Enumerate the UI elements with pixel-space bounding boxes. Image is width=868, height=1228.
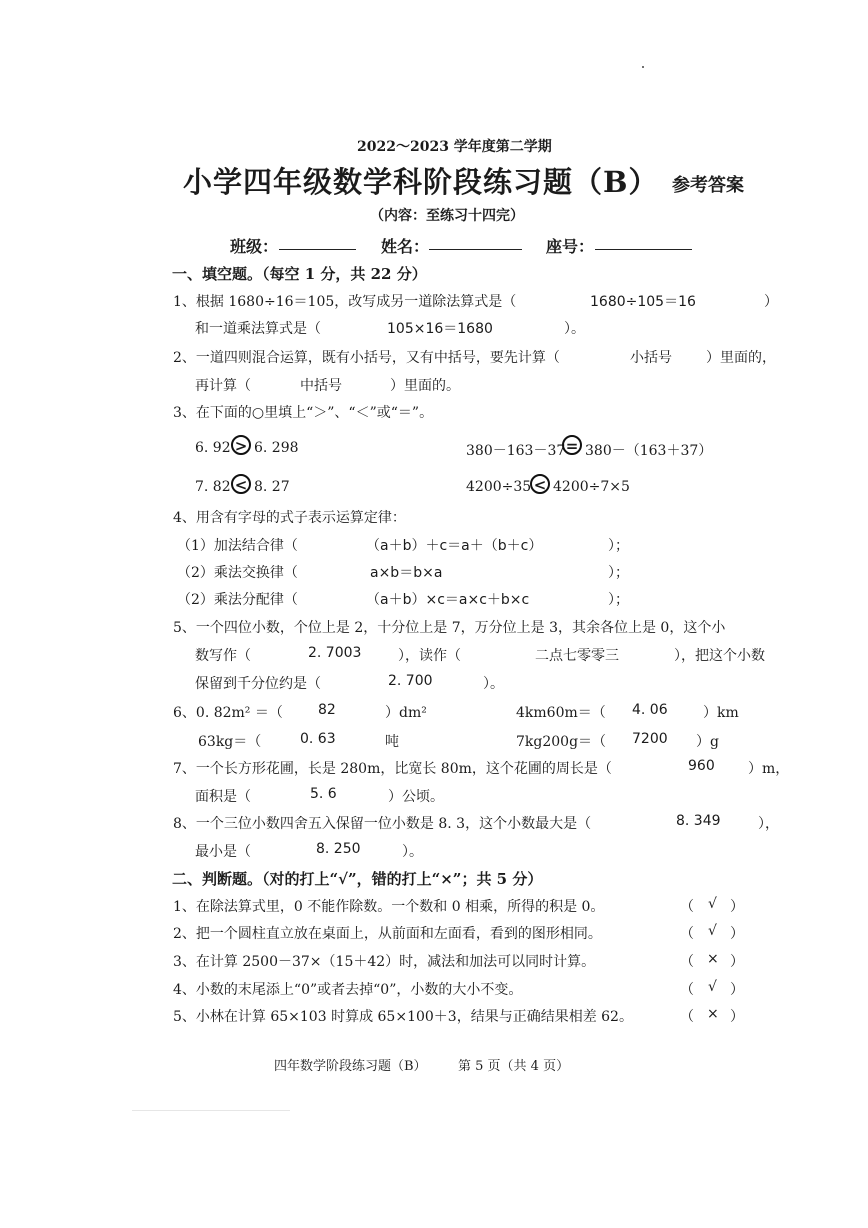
judge-item-2-close: ）	[730, 926, 744, 942]
q2-close2: ）里面的。	[390, 378, 460, 394]
q5-answer1: 2. 7003	[308, 645, 362, 661]
q6a-answer: 82	[318, 702, 336, 718]
q5-line3-b: ）。	[483, 676, 504, 692]
judge-item-1-mark: √	[708, 896, 717, 912]
q2-answer2: 中括号	[300, 378, 342, 394]
q3-item2-left: 380－163－37	[466, 443, 566, 459]
q3-item1-sign-circle: >	[231, 435, 251, 455]
q4-item2-answer: a×b＝b×a	[370, 565, 443, 581]
q3-item4-right: 4200÷7×5	[553, 479, 630, 495]
q3-item1-right: 6. 298	[254, 440, 299, 456]
content-note: （内容：至练习十四完）	[370, 208, 524, 224]
q3-item2-sign-circle: =	[562, 435, 582, 455]
judge-item-4-text: 4、小数的末尾添上“0”或者去掉“0”，小数的大小不变。	[173, 982, 523, 998]
q4-item3-close: ）；	[608, 592, 629, 608]
q3-item2-right: 380－（163＋37）	[585, 443, 713, 459]
name-label: 姓名：	[381, 237, 430, 256]
q6c-unit: 吨	[385, 734, 399, 750]
q4-text: 4、用含有字母的式子表示运算定律：	[173, 510, 406, 526]
q4-item3-label: （2）乘法分配律（	[177, 592, 298, 608]
section1-title: 一、填空题。（每空 1 分，共 22 分）	[172, 265, 427, 283]
q7-line2-b: ）公顷。	[388, 789, 444, 805]
q3-item3-right: 8. 27	[254, 479, 290, 495]
q1-close2: ）。	[564, 321, 585, 337]
judge-item-5-text: 5、小林在计算 65×103 时算成 65×100＋3，结果与正确结果相差 62。	[173, 1009, 633, 1025]
judge-item-1-open: （	[680, 899, 694, 915]
judge-item-2-open: （	[680, 926, 694, 942]
q8-answer2: 8. 250	[316, 841, 361, 857]
name-blank	[429, 249, 522, 250]
q5-line2-b: ），读作（	[398, 648, 461, 664]
footer-page-number: 第 5 页（共 4 页）	[458, 1059, 570, 1074]
q5-line2-c: ），把这个小数	[674, 648, 765, 664]
q7-answer2: 5. 6	[310, 786, 337, 802]
q8-line1-b: ），	[758, 816, 779, 832]
class-label: 班级：	[230, 237, 279, 256]
q6d-answer: 7200	[632, 731, 668, 747]
q6c-answer: 0. 63	[300, 731, 336, 747]
q8-line1-a: 8、一个三位小数四舍五入保留一位小数是 8. 3，这个小数最大是（	[173, 816, 592, 832]
judge-item-2-text: 2、把一个圆柱直立放在桌面上，从前面和左面看，看到的图形相同。	[173, 926, 602, 942]
q4-item2-close: ）；	[608, 565, 629, 581]
q1-close1: ）	[764, 294, 778, 310]
judge-item-2-mark: √	[708, 923, 717, 939]
q6d-prefix: 7kg200g＝（	[516, 734, 607, 750]
q8-line2-a: 最小是（	[195, 844, 251, 860]
q2-close1: ）里面的，	[706, 350, 776, 366]
scan-dot	[642, 66, 644, 68]
q5-line2-a: 数写作（	[195, 648, 251, 664]
judge-item-3-text: 3、在计算 2500－37×（15＋42）时，减法和加法可以同时计算。	[173, 954, 596, 970]
scan-edge-mark	[132, 1110, 290, 1111]
q1-answer1: 1680÷105＝16	[590, 294, 696, 310]
year-line: 2022～2023 学年度第二学期	[357, 139, 552, 155]
q1-prefix: 1、根据 1680÷16＝105，改写成另一道除法算式是（	[173, 294, 517, 310]
q5-answer3: 2. 700	[388, 673, 433, 689]
q5-line3-a: 保留到千分位约是（	[195, 676, 321, 692]
q2-line2-prefix: 再计算（	[195, 378, 251, 394]
q1-answer2: 105×16＝1680	[387, 321, 493, 337]
q6d-unit: ）g	[696, 734, 719, 750]
q6c-prefix: 63kg＝（	[198, 734, 262, 750]
q8-line2-b: ）。	[402, 844, 423, 860]
q7-answer1: 960	[688, 758, 715, 774]
q4-item2-label: （2）乘法交换律（	[177, 565, 298, 581]
q6b-prefix: 4km60m＝（	[516, 705, 606, 721]
section2-title: 二、判断题。（对的打上“√”，错的打上“×”；共 5 分）	[172, 870, 543, 888]
judge-item-4-mark: √	[708, 979, 717, 995]
q3-item3-sign-circle: <	[231, 474, 251, 494]
q7-line1-b: ）m，	[748, 761, 790, 777]
q2-prefix: 2、一道四则混合运算，既有小括号，又有中括号，要先计算（	[173, 350, 560, 366]
page-title: 小学四年级数学科阶段练习题（B）	[183, 165, 659, 199]
q2-answer1: 小括号	[630, 350, 672, 366]
footer-left: 四年数学阶段练习题（B）	[274, 1059, 427, 1074]
q8-answer1: 8. 349	[676, 813, 721, 829]
q4-item1-label: （1）加法结合律（	[177, 538, 298, 554]
judge-item-5-mark: ×	[707, 1006, 719, 1022]
q3-text: 3、在下面的○里填上“＞”、“＜”或“＝”。	[173, 405, 434, 421]
judge-item-5-open: （	[680, 1009, 694, 1025]
q6b-answer: 4. 06	[632, 702, 668, 718]
judge-item-3-open: （	[680, 954, 694, 970]
q7-line2-a: 面积是（	[195, 789, 251, 805]
title-suffix: 参考答案	[672, 175, 744, 196]
judge-item-3-mark: ×	[707, 951, 719, 967]
q5-line1: 5、一个四位小数，个位上是 2，十分位上是 7，万分位上是 3，其余各位上是 0，这个小	[173, 620, 726, 636]
q4-item3-answer: （a＋b）×c＝a×c＋b×c	[366, 592, 530, 608]
q3-item4-left: 4200÷35	[466, 479, 532, 495]
judge-item-4-open: （	[680, 982, 694, 998]
judge-item-4-close: ）	[730, 982, 744, 998]
q1-line2-prefix: 和一道乘法算式是（	[195, 321, 321, 337]
judge-item-1-close: ）	[730, 899, 744, 915]
q6b-unit: ）km	[703, 705, 739, 721]
q3-item3-left: 7. 82	[195, 479, 231, 495]
q6a-unit: ）dm²	[385, 705, 427, 721]
q4-item1-answer: （a＋b）＋c＝a＋（b＋c）	[366, 538, 543, 554]
judge-item-3-close: ）	[730, 954, 744, 970]
class-blank	[279, 249, 356, 250]
q5-answer2: 二点七零零三	[535, 648, 619, 664]
judge-item-5-close: ）	[730, 1009, 744, 1025]
q3-item1-left: 6. 92	[195, 440, 231, 456]
seat-blank	[595, 249, 692, 250]
q6a-prefix: 6、0. 82m² ＝（	[173, 705, 283, 721]
q7-line1-a: 7、一个长方形花圃，长是 280m，比宽长 80m，这个花圃的周长是（	[173, 761, 612, 777]
q3-item4-sign-circle: <	[530, 474, 550, 494]
seat-label: 座号：	[546, 237, 595, 256]
judge-item-1-text: 1、在除法算式里，0 不能作除数。一个数和 0 相乘，所得的积是 0。	[173, 899, 605, 915]
q4-item1-close: ）；	[608, 538, 629, 554]
